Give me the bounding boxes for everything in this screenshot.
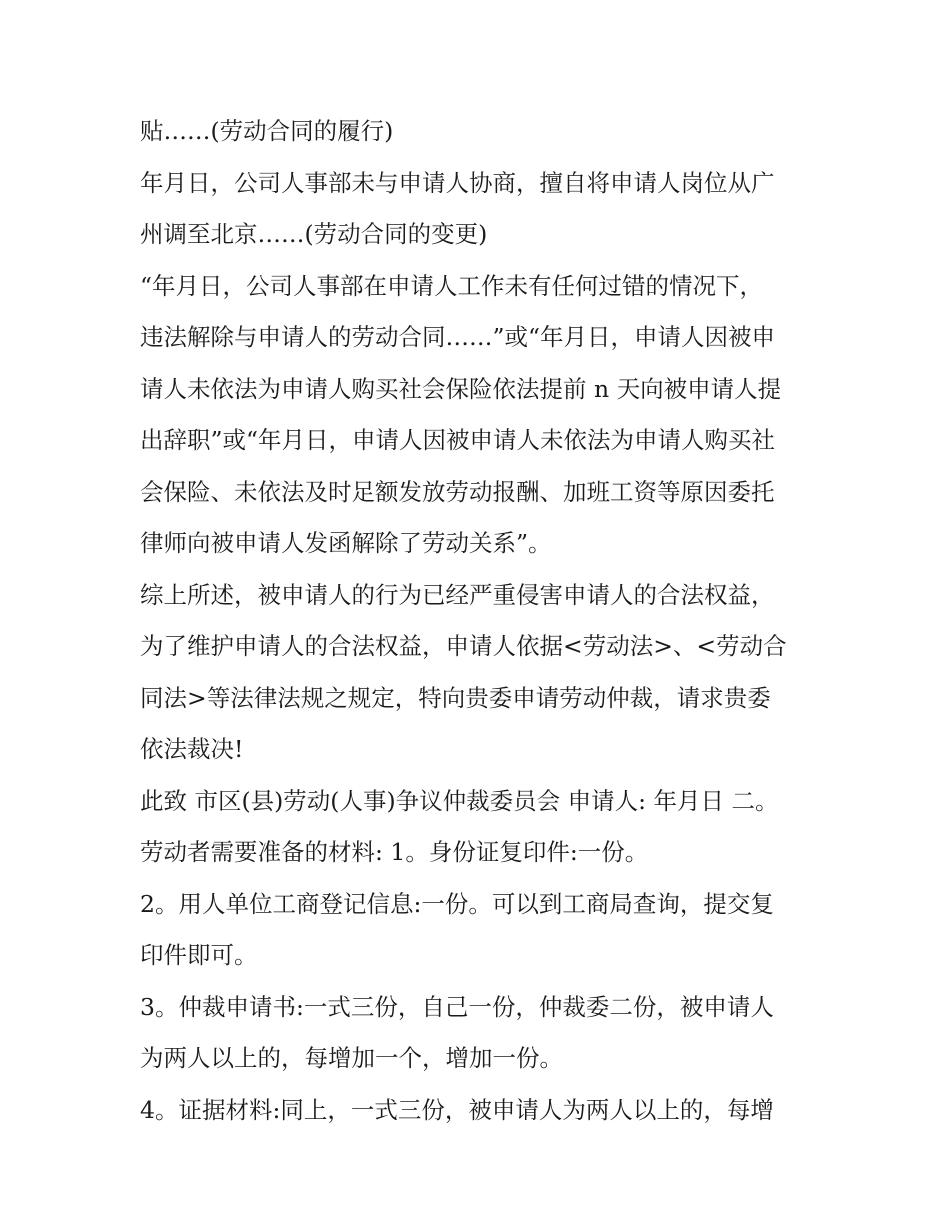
text-line: 出辞职”或“年月日，申请人因被申请人未依法为申请人购买社	[140, 426, 776, 454]
text-line: 州调至北京……(劳动合同的变更)	[140, 220, 488, 248]
text-line: 为两人以上的，每增加一个，增加一份。	[140, 1044, 563, 1072]
text-line: 会保险、未依法及时足额发放劳动报酬、加班工资等原因委托	[140, 477, 775, 506]
text-line: 请人未依法为申请人购买社会保险依法提前 n 天向被申请人提	[140, 374, 782, 403]
text-line: 印件即可。	[140, 941, 258, 969]
text-line: 劳动者需要准备的材料: 1。身份证复印件:一份。	[140, 838, 649, 866]
text-line: 2。用人单位工商登记信息:一份。可以到工商局查询，提交复	[140, 889, 774, 918]
text-line: 年月日，公司人事部未与申请人协商，擅自将申请人岗位从广	[140, 168, 775, 197]
text-line: 4。证据材料:同上，一式三份，被申请人为两人以上的，每增	[140, 1095, 774, 1124]
text-line: 律师向被申请人发函解除了劳动关系”。	[140, 529, 552, 557]
text-line: “年月日，公司人事部在申请人工作未有任何过错的情况下，	[140, 271, 764, 300]
text-line: 贴……(劳动合同的履行)	[140, 117, 394, 145]
text-line: 违法解除与申请人的劳动合同……”或“年月日，申请人因被申	[140, 323, 776, 351]
text-line: 3。仲裁申请书:一式三份，自己一份，仲裁委二份，被申请人	[140, 992, 774, 1021]
text-line: 同法>等法律法规之规定，特向贵委申请劳动仲裁，请求贵委	[140, 683, 771, 712]
text-line: 依法裁决!	[140, 735, 244, 763]
text-line: 为了维护申请人的合法权益，申请人依据<劳动法>、<劳动合	[140, 632, 787, 660]
text-line: 此致 市区(县)劳动(人事)争议仲裁委员会 申请人: 年月日 二。	[140, 786, 779, 815]
text-line: 综上所述，被申请人的行为已经严重侵害申请人的合法权益，	[140, 580, 775, 609]
document-body	[140, 106, 816, 1136]
